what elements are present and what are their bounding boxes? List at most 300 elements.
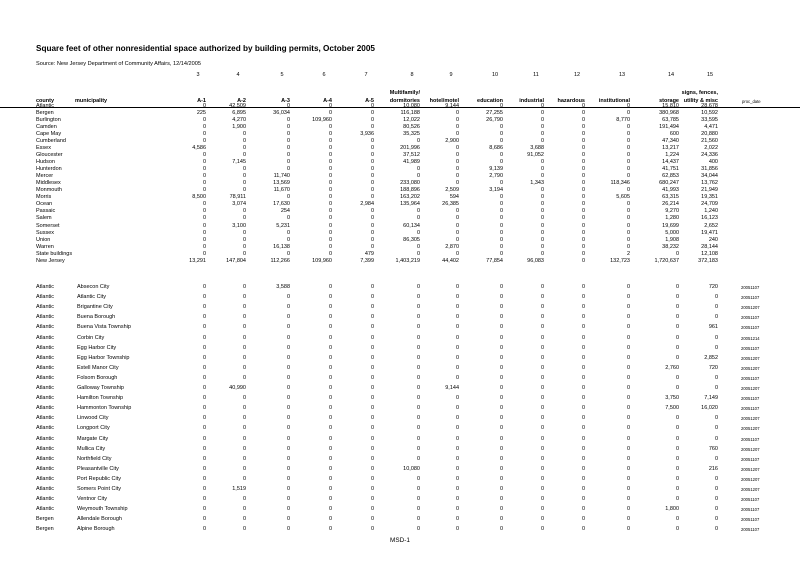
county-value: 0 — [581, 110, 585, 117]
county-value: 400 — [708, 159, 718, 166]
county-value: 0 — [581, 138, 585, 145]
muni-value: 0 — [675, 445, 679, 452]
county-value: 0 — [202, 117, 206, 124]
county-value: 3,100 — [232, 222, 246, 229]
muni-proc-date: 20051207 — [741, 426, 760, 432]
muni-county: Atlantic — [36, 294, 55, 301]
muni-county: Atlantic — [36, 435, 55, 442]
muni-value: 0 — [540, 435, 544, 442]
muni-value: 0 — [540, 465, 544, 472]
muni-value: 0 — [455, 496, 459, 503]
county-value: 21,560 — [701, 138, 718, 145]
muni-value: 0 — [626, 415, 630, 422]
county-value: 0 — [328, 138, 332, 145]
muni-value: 0 — [581, 385, 585, 391]
muni-value: 0 — [416, 334, 420, 341]
county-value: 0 — [242, 131, 246, 138]
header-multifamily: Multifamily/ — [389, 90, 420, 96]
muni-value: 0 — [242, 294, 246, 301]
muni-value: 0 — [714, 486, 718, 492]
county-row — [0, 201, 800, 208]
county-row — [0, 145, 800, 152]
muni-value: 0 — [416, 516, 420, 523]
municipality-row — [0, 526, 800, 533]
muni-county: Atlantic — [36, 455, 55, 462]
muni-value: 0 — [416, 344, 420, 351]
muni-value: 0 — [202, 506, 206, 513]
county-value: 0 — [455, 110, 459, 117]
muni-value: 0 — [675, 334, 679, 341]
county-value: 0 — [370, 138, 374, 145]
muni-value: 0 — [370, 435, 374, 442]
county-value: 0 — [242, 152, 246, 159]
county-value: 0 — [626, 208, 630, 215]
county-value: 16,123 — [701, 215, 718, 222]
muni-value: 0 — [581, 374, 585, 381]
county-value: 24,336 — [701, 152, 718, 159]
muni-county: Atlantic — [36, 304, 55, 311]
muni-value: 0 — [581, 465, 585, 472]
muni-value: 0 — [286, 526, 290, 533]
muni-county: Atlantic — [36, 486, 55, 492]
column-number: 14 — [667, 72, 675, 78]
county-value: 201,996 — [400, 145, 420, 152]
muni-value: 0 — [714, 374, 718, 381]
county-value: 0 — [626, 166, 630, 173]
header-municipality: municipality — [75, 98, 108, 104]
column-number: 13 — [618, 72, 626, 78]
county-value: 0 — [370, 152, 374, 159]
county-value: 60,134 — [403, 222, 420, 229]
county-value: 163,202 — [400, 194, 420, 201]
muni-value: 0 — [286, 364, 290, 371]
county-value: 0 — [416, 215, 420, 222]
county-value: 0 — [626, 236, 630, 243]
county-value: 0 — [626, 159, 630, 166]
county-row — [0, 187, 800, 194]
muni-value: 0 — [328, 526, 332, 533]
county-value: 0 — [328, 201, 332, 208]
county-value: 0 — [540, 208, 544, 215]
county-value: 0 — [328, 124, 332, 131]
county-row — [0, 131, 800, 138]
muni-value: 0 — [328, 445, 332, 452]
muni-proc-date: 20051107 — [741, 406, 760, 412]
county-value: 36,034 — [273, 110, 290, 117]
county-value: 0 — [370, 243, 374, 250]
county-value: 0 — [242, 145, 246, 152]
muni-value: 0 — [626, 354, 630, 361]
county-value: 1,900 — [232, 124, 246, 131]
muni-value: 0 — [499, 304, 503, 311]
county-value: 0 — [242, 243, 246, 250]
county-value: 680,247 — [659, 180, 679, 187]
muni-value: 0 — [242, 395, 246, 402]
county-value: 0 — [581, 180, 585, 187]
county-value: 0 — [581, 145, 585, 152]
county-value: 3,074 — [232, 201, 246, 208]
county-value: 0 — [675, 250, 679, 257]
county-value: 5,605 — [616, 194, 630, 201]
municipality-row — [0, 486, 800, 493]
muni-value: 0 — [286, 465, 290, 472]
muni-value: 0 — [714, 294, 718, 301]
county-value: 38,232 — [662, 243, 679, 250]
muni-value: 0 — [416, 294, 420, 301]
county-value: 0 — [202, 103, 206, 109]
muni-value: 0 — [540, 526, 544, 533]
muni-name: Mullica City — [77, 445, 106, 452]
muni-value: 0 — [370, 415, 374, 422]
county-value: 0 — [416, 166, 420, 173]
header-col: utility & misc — [683, 98, 718, 104]
muni-value: 0 — [455, 364, 459, 371]
county-value: 135,964 — [400, 201, 420, 208]
muni-value: 0 — [626, 324, 630, 331]
column-number: 9 — [449, 72, 453, 78]
muni-value: 216 — [708, 465, 718, 472]
muni-value: 0 — [714, 385, 718, 391]
county-value: 0 — [328, 236, 332, 243]
header-county: county — [36, 98, 55, 104]
county-value: 0 — [499, 250, 503, 257]
muni-name: Buena Vista Township — [77, 324, 131, 331]
county-value: 9,139 — [489, 166, 503, 173]
county-value: 0 — [499, 201, 503, 208]
county-value: 0 — [202, 236, 206, 243]
muni-name: Buena Borough — [77, 314, 116, 321]
county-value: 0 — [416, 138, 420, 145]
municipality-row — [0, 476, 800, 483]
muni-county: Bergen — [36, 526, 54, 533]
county-value: 0 — [370, 208, 374, 215]
muni-value: 0 — [581, 445, 585, 452]
county-value: 80,526 — [403, 124, 420, 131]
muni-value: 0 — [581, 415, 585, 422]
muni-value: 0 — [540, 486, 544, 492]
muni-value: 0 — [499, 314, 503, 321]
muni-value: 0 — [499, 506, 503, 513]
muni-value: 720 — [708, 364, 718, 371]
muni-name: Egg Harbor City — [77, 344, 117, 351]
header-col: institutional — [598, 98, 630, 104]
county-row — [0, 194, 800, 201]
county-value: 0 — [455, 208, 459, 215]
muni-value: 0 — [202, 445, 206, 452]
muni-value: 0 — [328, 486, 332, 492]
county-value: 0 — [540, 110, 544, 117]
muni-value: 0 — [286, 405, 290, 412]
county-value: 13,762 — [701, 180, 718, 187]
muni-value: 0 — [242, 465, 246, 472]
muni-value: 0 — [455, 304, 459, 311]
county-row — [0, 215, 800, 222]
county-value: 0 — [581, 236, 585, 243]
muni-value: 0 — [242, 324, 246, 331]
county-value: 27,255 — [486, 110, 503, 117]
muni-value: 0 — [202, 425, 206, 432]
muni-value: 3,588 — [276, 284, 290, 290]
county-value: 1,240 — [704, 208, 718, 215]
county-value: 2,870 — [445, 243, 459, 250]
muni-value: 0 — [675, 344, 679, 351]
municipality-row — [0, 456, 800, 463]
county-value: 0 — [540, 222, 544, 229]
muni-value: 0 — [626, 284, 630, 290]
county-value: 0 — [286, 124, 290, 131]
county-value: 0 — [540, 103, 544, 109]
muni-value: 0 — [455, 314, 459, 321]
column-number: 8 — [410, 72, 414, 78]
muni-proc-date: 20051107 — [741, 497, 760, 503]
county-row — [0, 208, 800, 215]
muni-value: 0 — [581, 425, 585, 432]
county-name: Warren — [36, 243, 54, 250]
muni-value: 0 — [499, 344, 503, 351]
muni-county: Atlantic — [36, 374, 55, 381]
header-col: hazardous — [557, 98, 585, 104]
muni-value: 0 — [675, 435, 679, 442]
muni-value: 0 — [499, 516, 503, 523]
muni-value: 0 — [455, 425, 459, 432]
county-value: 1,280 — [665, 215, 679, 222]
county-value: 6,895 — [232, 110, 246, 117]
muni-value: 0 — [328, 395, 332, 402]
county-value: 0 — [581, 229, 585, 236]
muni-value: 0 — [581, 304, 585, 311]
county-value: 0 — [242, 236, 246, 243]
report-source: Source: New Jersey Department of Community Affairs, 12/14/2005 — [36, 61, 201, 67]
muni-value: 0 — [370, 445, 374, 452]
muni-proc-date: 20051107 — [741, 325, 760, 331]
muni-name: Atlantic City — [77, 294, 107, 301]
muni-value: 0 — [242, 425, 246, 432]
muni-value: 0 — [540, 374, 544, 381]
muni-value: 0 — [416, 395, 420, 402]
muni-value: 0 — [626, 405, 630, 412]
muni-value: 0 — [328, 294, 332, 301]
county-value: 0 — [499, 208, 503, 215]
county-value: 37,512 — [403, 152, 420, 159]
muni-value: 0 — [455, 374, 459, 381]
county-row — [0, 223, 800, 230]
muni-proc-date: 20051214 — [741, 335, 760, 341]
municipality-row — [0, 335, 800, 342]
column-number: 6 — [322, 72, 326, 78]
muni-value: 0 — [455, 435, 459, 442]
county-value: 0 — [242, 250, 246, 257]
muni-value: 0 — [202, 344, 206, 351]
muni-value: 0 — [499, 455, 503, 462]
county-value: 0 — [626, 110, 630, 117]
county-value: 0 — [540, 117, 544, 124]
county-value: 0 — [416, 250, 420, 257]
header-col: A-3 — [281, 98, 290, 104]
muni-county: Atlantic — [36, 334, 55, 341]
column-number: 7 — [364, 72, 368, 78]
county-name: Morris — [36, 194, 52, 201]
county-value: 0 — [202, 243, 206, 250]
county-value: 0 — [540, 194, 544, 201]
muni-value: 0 — [540, 304, 544, 311]
muni-value: 0 — [328, 496, 332, 503]
muni-value: 0 — [416, 526, 420, 533]
county-value: 0 — [540, 138, 544, 145]
county-value: 26,214 — [662, 201, 679, 208]
muni-value: 0 — [499, 294, 503, 301]
muni-value: 0 — [416, 374, 420, 381]
muni-value: 0 — [370, 284, 374, 290]
municipality-row — [0, 355, 800, 362]
muni-proc-date: 20051207 — [741, 476, 760, 482]
muni-proc-date: 20051207 — [741, 416, 760, 422]
county-value: 3,194 — [489, 187, 503, 194]
muni-value: 0 — [455, 455, 459, 462]
muni-value: 0 — [202, 364, 206, 371]
column-number: 5 — [280, 72, 284, 78]
county-value: 2,790 — [489, 173, 503, 180]
county-value: 118,346 — [610, 180, 630, 187]
muni-value: 0 — [581, 395, 585, 402]
muni-value: 0 — [540, 496, 544, 503]
muni-value: 0 — [242, 374, 246, 381]
county-value: 0 — [370, 236, 374, 243]
county-value: 0 — [455, 117, 459, 124]
county-value: 11,670 — [273, 187, 290, 194]
muni-value: 0 — [202, 526, 206, 533]
county-value: 0 — [328, 243, 332, 250]
muni-value: 0 — [675, 354, 679, 361]
county-value: 42,509 — [229, 103, 246, 109]
muni-value: 0 — [202, 284, 206, 290]
county-value: 0 — [286, 236, 290, 243]
muni-name: Hamilton Township — [77, 395, 124, 402]
muni-value: 0 — [328, 334, 332, 341]
header-col: A-2 — [237, 98, 246, 104]
county-value: 0 — [455, 236, 459, 243]
muni-value: 0 — [499, 395, 503, 402]
county-name: Atlantic — [36, 103, 55, 109]
muni-value: 0 — [328, 415, 332, 422]
muni-value: 0 — [242, 415, 246, 422]
muni-value: 0 — [540, 364, 544, 371]
muni-value: 0 — [328, 385, 332, 391]
muni-proc-date: 20051107 — [741, 527, 760, 533]
muni-proc-date: 20051107 — [741, 295, 760, 301]
county-value: 41,989 — [403, 159, 420, 166]
muni-value: 0 — [540, 445, 544, 452]
muni-value: 0 — [242, 354, 246, 361]
muni-proc-date: 20051107 — [741, 456, 760, 462]
muni-value: 0 — [714, 314, 718, 321]
muni-value: 10,080 — [403, 465, 420, 472]
county-value: 0 — [455, 180, 459, 187]
county-value: 188,896 — [400, 187, 420, 194]
muni-value: 0 — [626, 516, 630, 523]
muni-name: Margate City — [77, 435, 109, 442]
muni-value: 0 — [328, 324, 332, 331]
county-value: 225 — [196, 110, 206, 117]
muni-value: 0 — [499, 354, 503, 361]
muni-value: 0 — [499, 385, 503, 391]
muni-value: 0 — [540, 395, 544, 402]
muni-value: 0 — [328, 516, 332, 523]
county-value: 0 — [370, 117, 374, 124]
county-value: 0 — [626, 215, 630, 222]
muni-value: 0 — [416, 324, 420, 331]
county-row — [0, 103, 800, 110]
county-value: 0 — [626, 145, 630, 152]
muni-value: 0 — [455, 486, 459, 492]
muni-value: 0 — [370, 475, 374, 482]
muni-value: 0 — [202, 314, 206, 321]
county-name: Cape May — [36, 131, 62, 138]
muni-value: 0 — [626, 445, 630, 452]
muni-value: 0 — [286, 496, 290, 503]
county-value: 254 — [280, 208, 290, 215]
municipality-row — [0, 395, 800, 402]
muni-value: 760 — [708, 445, 718, 452]
muni-value: 0 — [626, 486, 630, 492]
county-value: 0 — [202, 180, 206, 187]
muni-value: 0 — [286, 354, 290, 361]
county-name: Hunterdon — [36, 166, 62, 173]
county-row — [0, 166, 800, 173]
county-value: 0 — [626, 222, 630, 229]
municipality-row — [0, 284, 800, 291]
muni-name: Brigantine City — [77, 304, 113, 311]
muni-proc-date: 20051207 — [741, 446, 760, 452]
muni-value: 0 — [626, 334, 630, 341]
county-value: 0 — [455, 229, 459, 236]
county-value: 0 — [581, 117, 585, 124]
county-value: 0 — [540, 187, 544, 194]
county-value: 0 — [455, 145, 459, 152]
muni-value: 0 — [714, 415, 718, 422]
muni-value: 0 — [242, 284, 246, 290]
header-col: A-4 — [323, 98, 332, 104]
county-value: 0 — [540, 131, 544, 138]
county-value: 0 — [286, 145, 290, 152]
county-value: 0 — [202, 187, 206, 194]
muni-value: 0 — [581, 435, 585, 442]
county-value: 0 — [202, 201, 206, 208]
county-value: 233,080 — [400, 180, 420, 187]
county-value: 0 — [581, 222, 585, 229]
muni-value: 0 — [370, 364, 374, 371]
muni-value: 0 — [242, 334, 246, 341]
muni-value: 0 — [370, 455, 374, 462]
county-value: 594 — [449, 194, 459, 201]
muni-value: 0 — [242, 344, 246, 351]
county-value: 0 — [626, 131, 630, 138]
county-value: 78,911 — [229, 194, 246, 201]
muni-value: 0 — [626, 435, 630, 442]
county-value: 2 — [626, 250, 630, 257]
county-value: 0 — [416, 173, 420, 180]
muni-value: 0 — [675, 304, 679, 311]
muni-name: Egg Harbor Township — [77, 354, 130, 361]
muni-value: 0 — [540, 455, 544, 462]
muni-proc-date: 20051107 — [741, 345, 760, 351]
muni-value: 0 — [540, 475, 544, 482]
muni-proc-date: 20051207 — [741, 466, 760, 472]
muni-value: 0 — [455, 475, 459, 482]
county-value: 5,231 — [276, 222, 290, 229]
county-value: 13,569 — [273, 180, 290, 187]
muni-value: 0 — [286, 294, 290, 301]
column-number: 10 — [491, 72, 499, 78]
